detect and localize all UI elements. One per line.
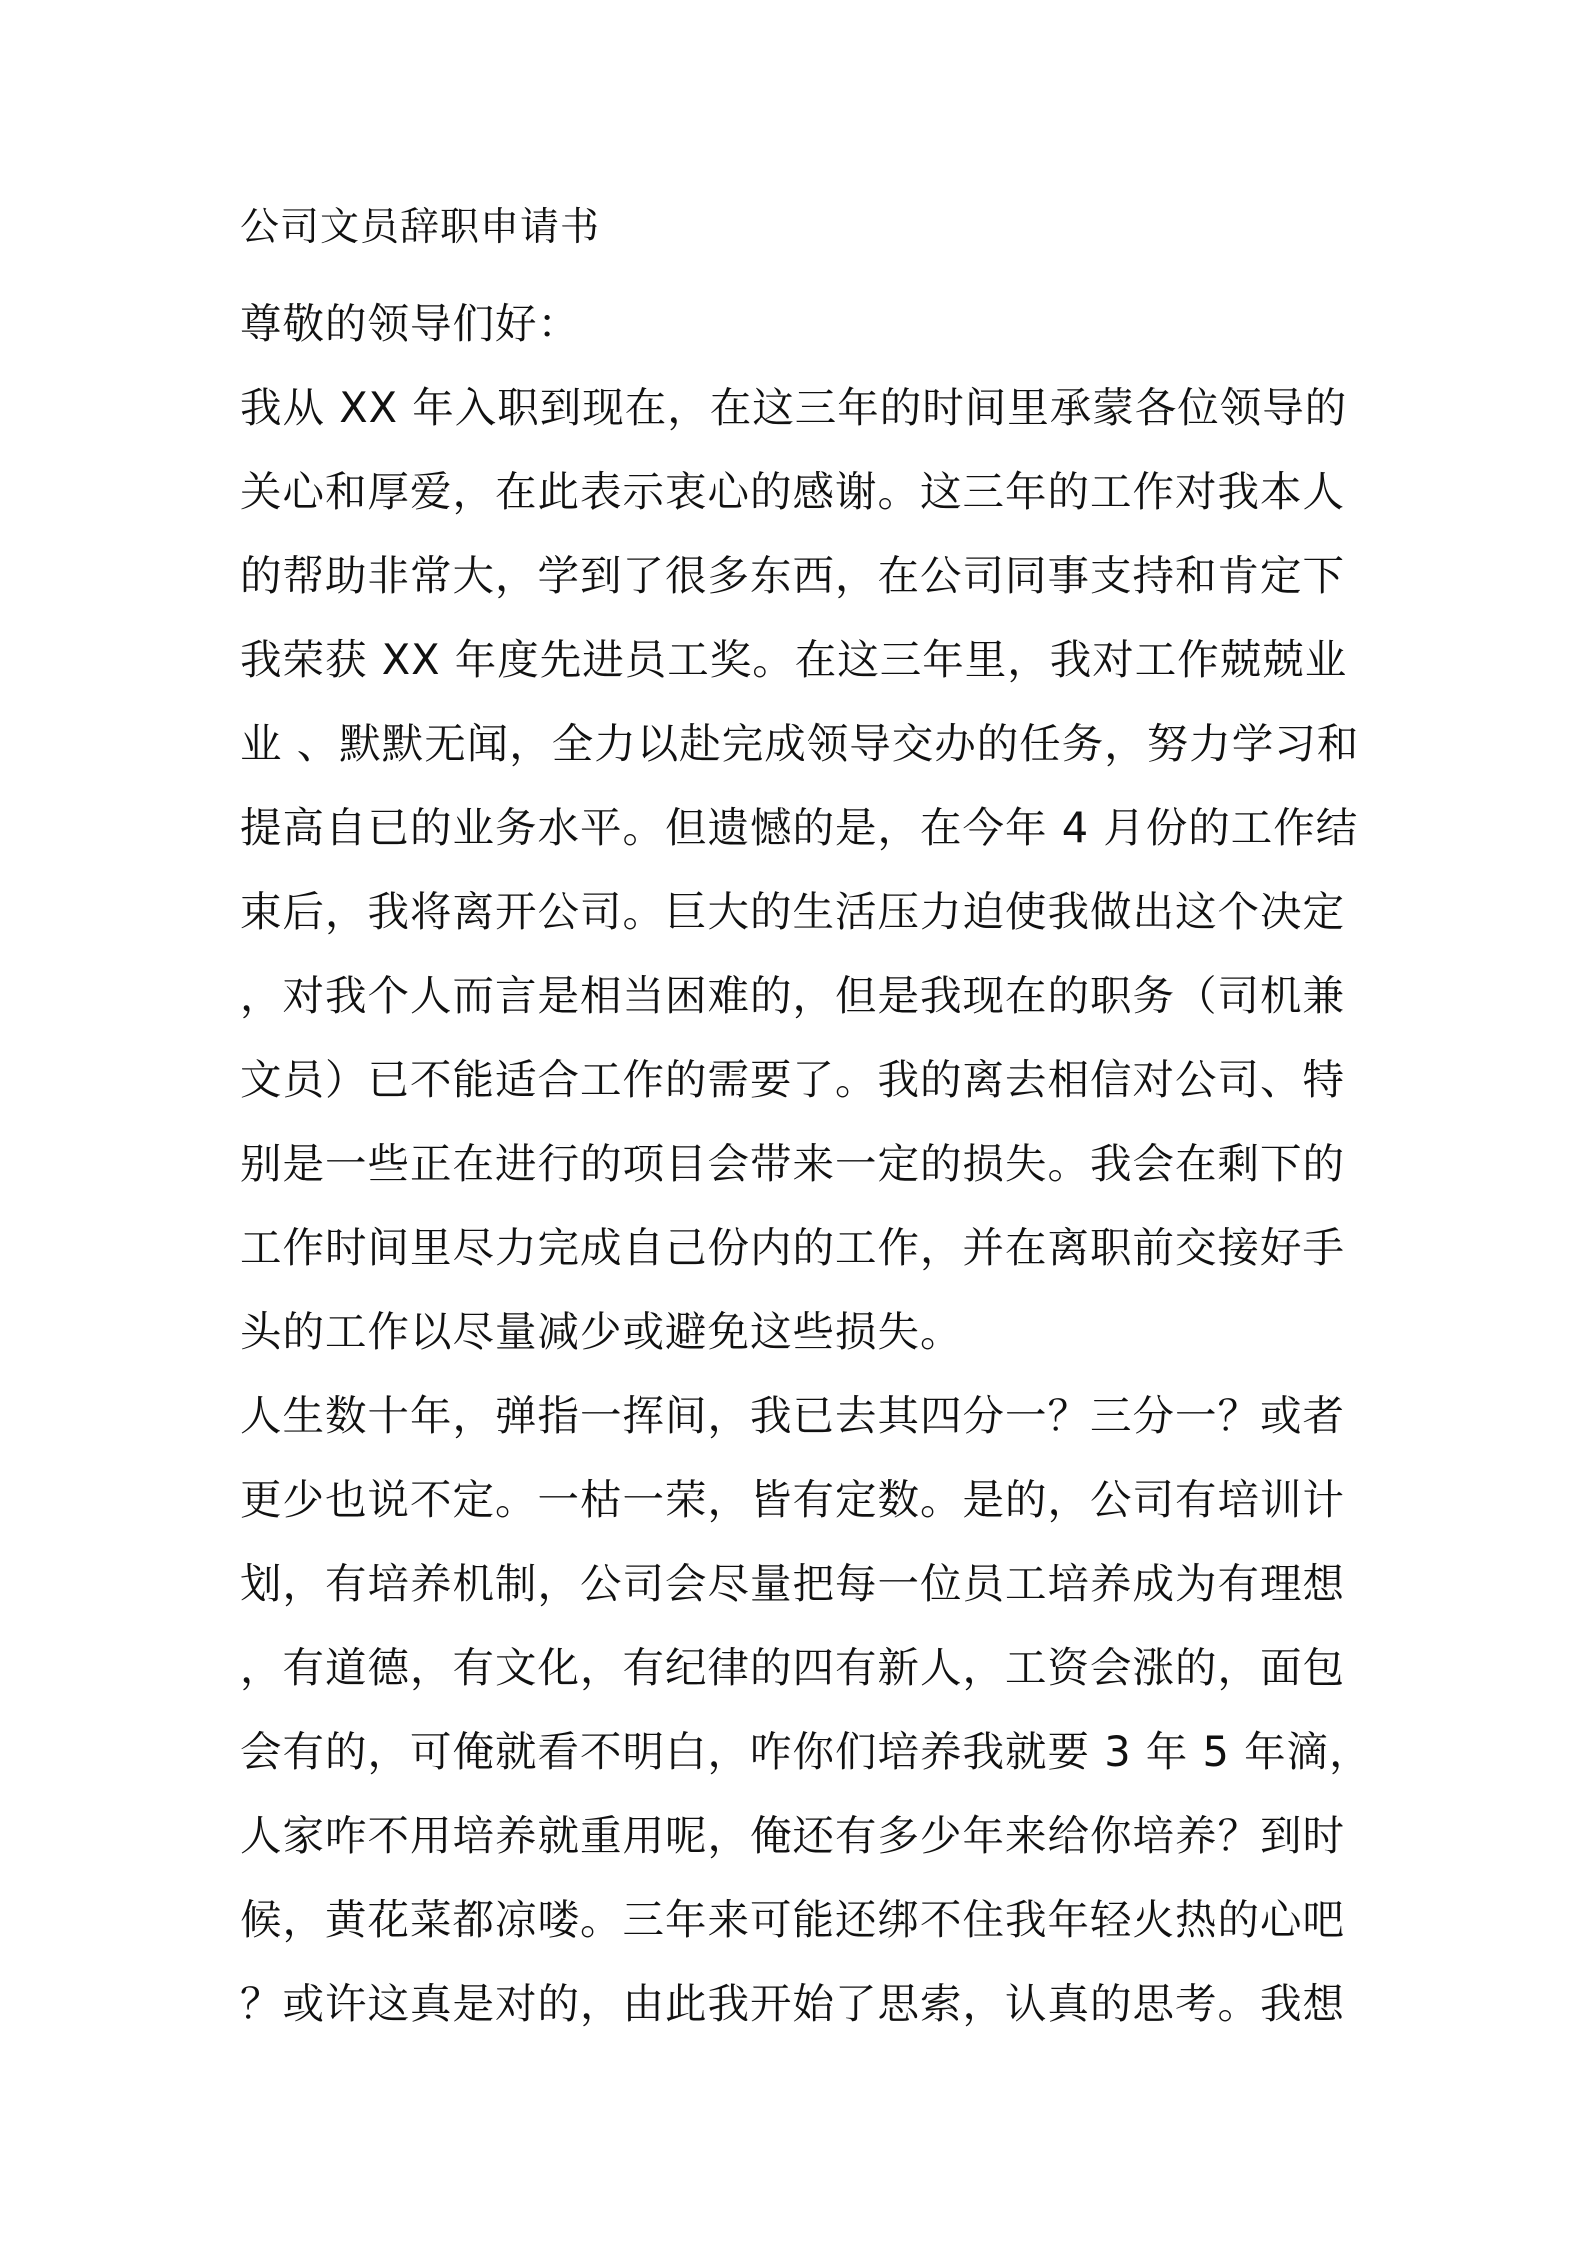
text-line: 业 、默默无闻，全力以赴完成领导交办的任务，努力学习和	[240, 719, 1360, 768]
text-line: 文员）已不能适合工作的需要了。我的离去相信对公司、特	[240, 1055, 1346, 1104]
text-line: 头的工作以尽量减少或避免这些损失。	[240, 1307, 963, 1356]
text-line: 候，黄花菜都凉喽。三年来可能还绑不住我年轻火热的心吧	[240, 1895, 1346, 1944]
text-line: 的帮助非常大，学到了很多东西，在公司同事支持和肯定下	[240, 551, 1346, 600]
document-body	[240, 282, 1372, 2046]
text-line: 划，有培养机制，公司会尽量把每一位员工培养成为有理想	[240, 1559, 1346, 1608]
text-line: 更少也说不定。一枯一荣，皆有定数。是的，公司有培训计	[240, 1475, 1346, 1524]
text-line: 别是一些正在进行的项目会带来一定的损失。我会在剩下的	[240, 1139, 1346, 1188]
text-line: 提高自已的业务水平。但遗憾的是，在今年 4 月份的工作结	[240, 803, 1359, 852]
text-line: 人生数十年，弹指一挥间，我已去其四分一？三分一？或者	[240, 1391, 1346, 1440]
salutation-line: 尊敬的领导们好：	[240, 299, 581, 348]
text-line: ，有道德，有文化，有纪律的四有新人，工资会涨的，面包	[240, 1643, 1346, 1692]
text-line: 会有的，可俺就看不明白，咋你们培养我就要 3 年 5 年滴，	[240, 1727, 1372, 1776]
text-line: 人家咋不用培养就重用呢，俺还有多少年来给你培养？到时	[240, 1811, 1346, 1860]
document-title: 公司文员辞职申请书	[240, 205, 601, 250]
text-line: 关心和厚爱，在此表示衷心的感谢。这三年的工作对我本人	[240, 467, 1346, 516]
text-line: 我荣获 XX 年度先进员工奖。在这三年里，我对工作兢兢业	[240, 635, 1348, 684]
text-line: 工作时间里尽力完成自己份内的工作，并在离职前交接好手	[240, 1223, 1346, 1272]
text-line: ，对我个人而言是相当困难的，但是我现在的职务（司机兼	[240, 971, 1346, 1020]
text-line: 我从 XX 年入职到现在，在这三年的时间里承蒙各位领导的	[240, 383, 1348, 432]
text-line: ？或许这真是对的，由此我开始了思索，认真的思考。我想	[240, 1979, 1346, 2028]
text-line: 束后，我将离开公司。巨大的生活压力迫使我做出这个决定	[240, 887, 1346, 936]
